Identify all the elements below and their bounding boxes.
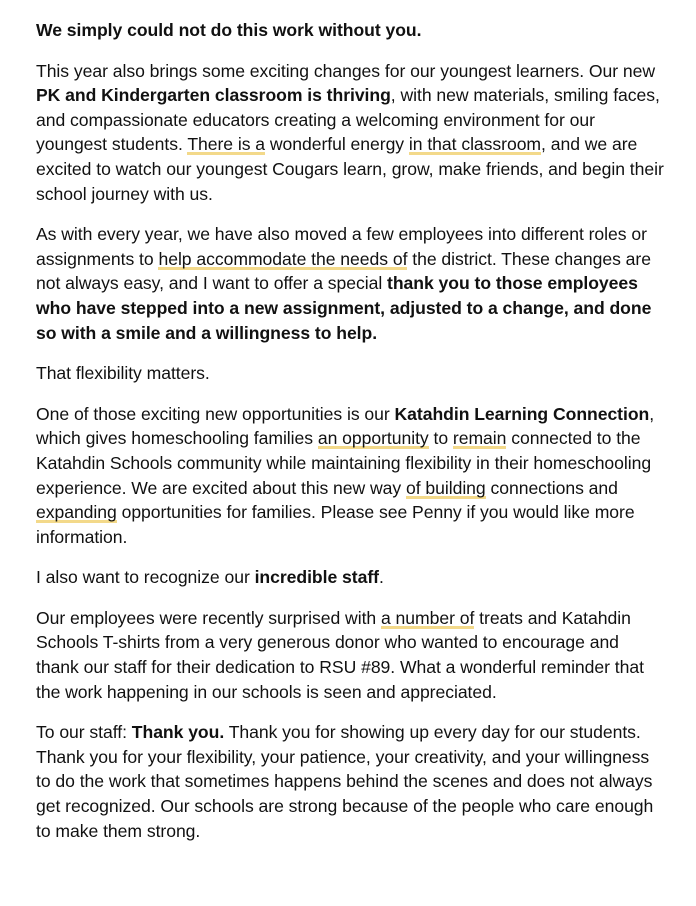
- text-run: treats and Katahdin Schools T-shirts from a very generous donor who wanted to encourage and thank our staff for their dedication to RSU #89. What a wonderful reminder that the work happening in our schools is seen and appreciated.: [36, 607, 644, 702]
- paragraph-gratitude: [36, 18, 666, 43]
- text-run: Thank you for showing up every day for our students. Thank you for your flexibility, your patience, your creativity, and your willingness to do the work that sometimes happens behind the scenes and does not always get recognized. Our schools are strong because of the people who care enough to make them strong.: [36, 722, 654, 841]
- paragraph-donor: [36, 606, 666, 704]
- writing-suggestion[interactable]: expanding: [36, 502, 117, 523]
- text-run: To our staff:: [36, 722, 132, 743]
- writing-suggestion[interactable]: in that classroom: [408, 134, 542, 155]
- text-run: That flexibility matters.: [36, 363, 210, 384]
- text-run: , which gives homeschooling families: [36, 403, 655, 449]
- text-run: wonderful energy: [265, 134, 409, 155]
- writing-suggestion[interactable]: of building: [405, 477, 486, 498]
- text-run: opportunities for families. Please see Penny if you would like more information.: [36, 502, 635, 547]
- text-run: connections and: [485, 477, 618, 498]
- writing-suggestion[interactable]: There is a: [187, 134, 266, 155]
- text-run: the district. These changes are not always easy, and I want to offer a special: [36, 248, 651, 294]
- text-run: Our employees were recently surprised with: [36, 607, 381, 628]
- writing-suggestion[interactable]: help accommodate the needs of: [158, 248, 408, 269]
- writing-suggestion[interactable]: a number of: [380, 607, 475, 628]
- text-run: This year also brings some exciting changes for our youngest learners. Our new: [36, 60, 656, 81]
- text-run: As with every year, we have also moved a few employees into different roles or assignments to: [36, 224, 647, 269]
- text-run: to: [428, 428, 453, 449]
- text-run: , with new materials, smiling faces, and compassionate educators creating a welcoming environment for our youngest students.: [36, 85, 660, 155]
- text-run: connected to the Katahdin Schools community while maintaining flexibility in their homeschooling experience. We are excited about this new way: [36, 428, 652, 498]
- writing-suggestion[interactable]: remain: [452, 428, 507, 449]
- bold-text: Thank you.: [131, 722, 225, 743]
- bold-text: thank you to those employees who have stepped into a new assignment, adjusted to a change, and done so with a smile and a willingness to help.: [36, 273, 652, 343]
- bold-text: PK and Kindergarten classroom is thriving: [36, 85, 391, 106]
- text-run: .: [378, 567, 384, 588]
- paragraph-recognize-staff: [36, 565, 666, 590]
- paragraph-employee-roles: [36, 222, 666, 345]
- text-run: I also want to recognize our: [36, 567, 255, 588]
- paragraph-flexibility: [36, 361, 666, 386]
- text-run: One of those exciting new opportunities is our: [36, 403, 395, 424]
- bold-text: incredible staff: [254, 567, 379, 588]
- text-run: , and we are excited to watch our youngest Cougars learn, grow, make friends, and begin their school journey with us.: [36, 134, 664, 204]
- paragraph-thank-staff: [36, 720, 666, 843]
- paragraph-learning-connection: [36, 402, 666, 550]
- bold-text: We simply could not do this work without you.: [36, 20, 422, 40]
- writing-suggestion[interactable]: an opportunity: [317, 428, 429, 449]
- paragraph-pk-kindergarten: [36, 59, 666, 207]
- bold-text: Katahdin Learning Connection: [394, 403, 650, 424]
